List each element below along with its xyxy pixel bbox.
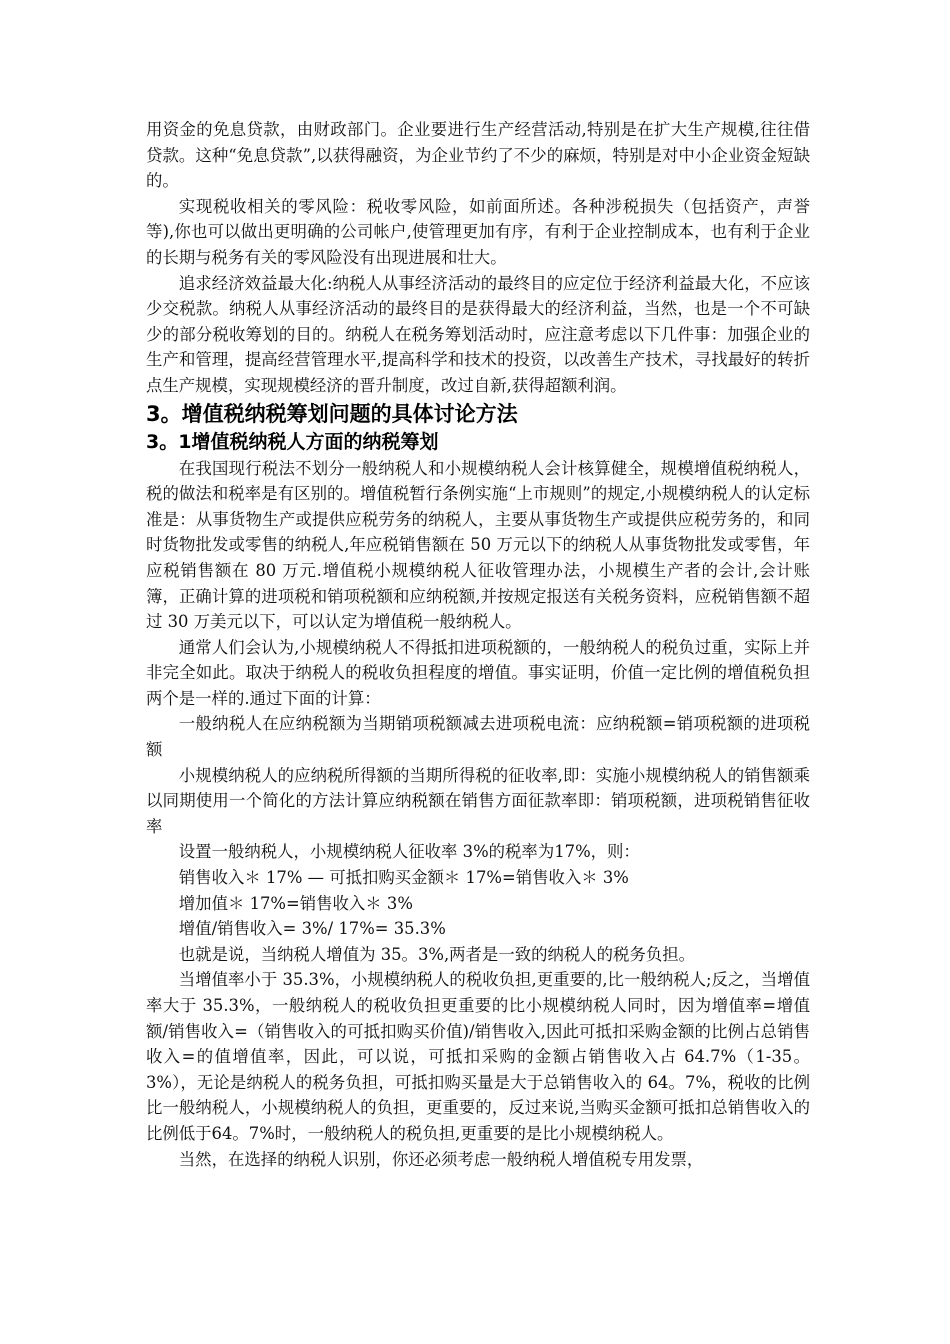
body-paragraph: 通常人们会认为,小规模纳税人不得抵扣进项税额的，一般纳税人的税负过重，实际上并非完全如此。取决于纳税人的税收负担程度的增值。事实证明，价值一定比例的增值税负担两个是一样的.通过下面的计算： [146, 637, 810, 708]
section-heading: 3。增值税纳税筹划问题的具体讨论方法 [146, 401, 518, 426]
body-paragraph: 用资金的免息贷款，由财政部门。企业要进行生产经营活动,特别是在扩大生产规模,往往借贷款。这种“免息贷款”,以获得融资，为企业节约了不少的麻烦，特别是对中小企业资金短缺的。 [146, 120, 810, 191]
formula-line: 销售收入＊ 17% — 可抵扣购买金额＊ 17%=销售收入＊ 3% [178, 868, 629, 888]
body-paragraph: 实现税收相关的零风险：税收零风险，如前面所述。各种涉税损失（包括资产，声誉等),你也可以做出更明确的公司帐户,使管理更加有序，有利于企业控制成本，也有利于企业的长期与税务有关的零风险没有出现进展和壮大。 [146, 196, 810, 267]
body-paragraph: 在我国现行税法不划分一般纳税人和小规模纳税人会计核算健全，规模增值税纳税人，税的做法和税率是有区别的。增值税暂行条例实施“上市规则”的规定,小规模纳税人的认定标准是：从事货物生产或提供应税劳务的纳税人，主要从事货物生产或提供应税劳务的，和同时货物批发或零售的纳税人,年应税销售额在 50 万元以下的纳税人从事货物批发或零售，年应税销售额在 80 万元.增值税小规模纳税人征收管理办法，小规模生产者的会计,会计账簿，正确计算的进项税和销项税额和应纳税额,并按规定报送有关税务资料，应税销售额不超过 30 万美元以下，可以认定为增值税一般纳税人。 [146, 458, 810, 632]
body-paragraph: 一般纳税人在应纳税额为当期销项税额减去进项税电流：应纳税额=销项税额的进项税额 [146, 714, 810, 760]
body-paragraph: 当增值率小于 35.3%，小规模纳税人的税收负担,更重要的,比一般纳税人;反之，当增值率大于 35.3%，一般纳税人的税收负担更重要的比小规模纳税人同时，因为增值率=增值额/销售收入=（销售收入的可抵扣购买价值)/销售收入,因此可抵扣采购金额的比例占总销售收入=的值增值率，因此，可以说，可抵扣采购的金额占销售收入占 64.7%（1-35。3%），无论是纳税人的税务负担，可抵扣购买量是大于总销售收入的 64。7%，税收的比例比一般纳税人，小规模纳税人的负担，更重要的，反过来说,当购买金额可抵扣总销售收入的比例低于64。7%时，一般纳税人的税负担,更重要的是比小规模纳税人。 [146, 970, 810, 1143]
subsection-heading: 3。1增值税纳税人方面的纳税筹划 [146, 430, 439, 453]
body-paragraph: 追求经济效益最大化:纳税人从事经济活动的最终目的应定位于经济利益最大化，不应该少交税款。纳税人从事经济活动的最终目的是获得最大的经济利益，当然，也是一个不可缺少的部分税收筹划的目的。纳税人在税务筹划活动时，应注意考虑以下几件事：加强企业的生产和管理，提高经营管理水平,提高科学和技术的投资，以改善生产技术，寻找最好的转折点生产规模，实现规模经济的晋升制度，改过自新,获得超额利润。 [146, 273, 810, 395]
body-paragraph: 也就是说，当纳税人增值为 35。3%,两者是一致的纳税人的税务负担。 [178, 944, 696, 964]
body-paragraph: 当然，在选择的纳税人识别，你还必须考虑一般纳税人增值税专用发票， [178, 1149, 704, 1169]
formula-line: 增加值＊ 17%=销售收入＊ 3% [178, 893, 413, 913]
body-paragraph: 小规模纳税人的应纳税所得额的当期所得税的征收率,即：实施小规模纳税人的销售额乘以同期使用一个简化的方法计算应纳税额在销售方面征款率即：销项税额，进项税销售征收率 [146, 765, 810, 836]
formula-line: 增值/销售收入= 3%/ 17%= 35.3% [178, 919, 446, 939]
formula-line: 设置一般纳税人，小规模纳税人征收率 3%的税率为17%，则： [178, 842, 640, 862]
document-body [146, 117, 810, 1172]
